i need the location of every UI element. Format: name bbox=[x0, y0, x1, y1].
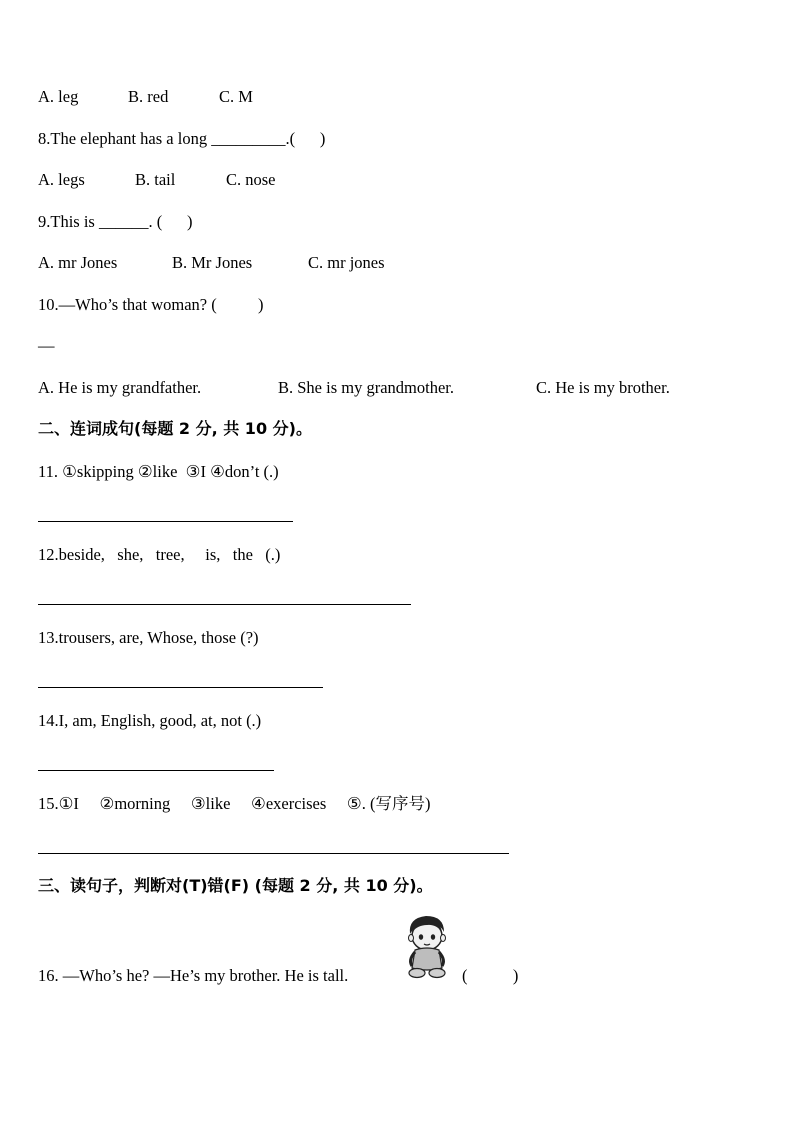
q8-option-a: A. legs bbox=[38, 170, 85, 189]
q12-prompt: 12.beside, she, tree, is, the (.) bbox=[38, 545, 281, 564]
q15-prompt: 15.①I ②morning ③like ④exercises ⑤. (写序号) bbox=[38, 794, 431, 813]
q10-answer-dash: — bbox=[38, 336, 55, 355]
q7-option-b: B. red bbox=[128, 87, 169, 106]
q9-option-a: A. mr Jones bbox=[38, 253, 118, 272]
q11-answer-line[interactable] bbox=[38, 521, 293, 522]
q8-option-b: B. tail bbox=[135, 170, 176, 189]
q10-stem: 10.—Who’s that woman? ( ) bbox=[38, 295, 264, 314]
q8-option-c: C. nose bbox=[226, 170, 276, 189]
q10-option-b: B. She is my grandmother. bbox=[278, 378, 454, 397]
q11-prompt: 11. ①skipping ②like ③I ④don’t (.) bbox=[38, 462, 279, 481]
q9-option-c: C. mr jones bbox=[308, 253, 385, 272]
q9-option-b: B. Mr Jones bbox=[172, 253, 253, 272]
q14-answer-line[interactable] bbox=[38, 770, 274, 771]
q8-stem: 8.The elephant has a long _________.( ) bbox=[38, 129, 326, 148]
section-2-heading: 二、连词成句(每题 2 分, 共 10 分)。 bbox=[38, 419, 312, 438]
q15-answer-line[interactable] bbox=[38, 853, 509, 854]
q13-prompt: 13.trousers, are, Whose, those (?) bbox=[38, 628, 259, 647]
q12-answer-line[interactable] bbox=[38, 604, 411, 605]
q16-text: 16. —Who’s he? —He’s my brother. He is tall. bbox=[38, 966, 349, 985]
q16-answer-paren[interactable]: ( ) bbox=[462, 966, 519, 985]
q10-option-a: A. He is my grandfather. bbox=[38, 378, 202, 397]
q10-option-c: C. He is my brother. bbox=[536, 378, 670, 397]
q14-prompt: 14.I, am, English, good, at, not (.) bbox=[38, 711, 262, 730]
baby-boy-illustration-icon bbox=[402, 912, 452, 982]
q7-option-a: A. leg bbox=[38, 87, 79, 106]
q13-answer-line[interactable] bbox=[38, 687, 323, 688]
q9-stem: 9.This is ______. ( ) bbox=[38, 212, 193, 231]
q7-option-c: C. M bbox=[219, 87, 253, 106]
section-3-heading: 三、读句子，判断对(T)错(F) (每题 2 分, 共 10 分)。 bbox=[38, 876, 433, 895]
